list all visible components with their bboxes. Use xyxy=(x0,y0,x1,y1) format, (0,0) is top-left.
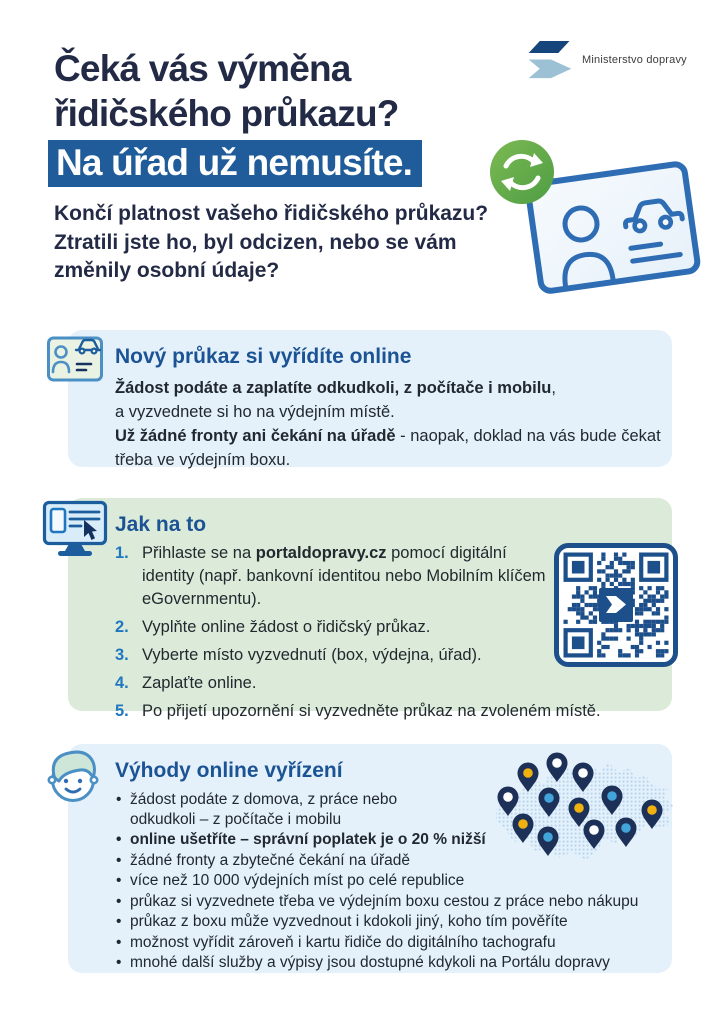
online-bold-3: Už žádné fronty ani čekání na úřadě xyxy=(115,427,396,445)
step-number: 5. xyxy=(115,702,129,720)
intro-line3: změnily osobní údaje? xyxy=(54,259,280,282)
online-rest-3: - naopak, doklad na vás bude čekat třeba ve výdejním boxu. xyxy=(115,427,661,469)
benefit-item: • mnohé další služby a výpisy jsou dostupné kdykoli na Portálu dopravy xyxy=(115,953,663,973)
section-online-heading: Nový průkaz si vyřídíte online xyxy=(115,345,412,368)
id-card-icon xyxy=(46,333,104,385)
section-online xyxy=(68,330,672,467)
section-online-body xyxy=(115,376,663,472)
online-bold-1: Žádost podáte a zaplatíte odkudkoli, z počítače i mobilu xyxy=(115,379,552,397)
intro-line1: Končí platnost vašeho řidičského průkazu? xyxy=(54,202,489,225)
refresh-icon xyxy=(490,140,554,204)
title-line1: Čeká vás výměna xyxy=(54,48,351,89)
benefit-item: • více než 10 000 výdejních míst po celé republice xyxy=(115,871,663,891)
step-text: Přihlaste se na portaldopravy.cz pomocí digitální identity (např. bankovní identitou nebo Mobilním klíčem eGovernmentu). xyxy=(142,544,546,608)
intro-text xyxy=(54,200,488,286)
face-icon xyxy=(42,745,104,807)
monitor-cursor-icon xyxy=(42,500,108,558)
brand-name: Ministerstvo dopravy xyxy=(582,54,687,66)
title-line2: řidičského průkazu? xyxy=(54,93,399,134)
step-text: Zaplaťte online. xyxy=(142,674,257,692)
step-text: Vyberte místo vyzvednutí (box, výdejna, úřad). xyxy=(142,646,482,664)
benefit-item: • žádost podáte z domova, z práce nebo odkudkoli – z počítače i mobilu xyxy=(115,790,440,829)
ministry-logo-icon xyxy=(527,41,573,79)
benefit-item: • průkaz si vyzvednete třeba ve výdejním boxu cestou z práce nebo nákupu xyxy=(115,892,663,912)
card-group xyxy=(527,163,698,292)
map-pin xyxy=(616,818,637,848)
step-number: 3. xyxy=(115,646,129,664)
step-text: Po přijetí upozornění si vyzvedněte průkaz na zvoleném místě. xyxy=(142,702,601,720)
benefit-item: • možnost vyřídit zároveň i kartu řidiče do digitálního tachografu xyxy=(115,933,663,953)
section-how-heading: Jak na to xyxy=(115,513,207,536)
intro-line2: Ztratili jste ho, byl odcizen, nebo se vám xyxy=(54,230,457,254)
section-benefits-heading: Výhody online vyřízení xyxy=(115,759,343,782)
step-item-4 xyxy=(115,672,673,695)
step-number: 1. xyxy=(115,544,129,562)
step-item-5 xyxy=(115,700,673,723)
step-number: 2. xyxy=(115,618,129,636)
brand xyxy=(527,41,687,79)
qr-code xyxy=(554,543,678,667)
benefit-item: • žádné fronty a zbytečné čekání na úřadě xyxy=(115,851,663,871)
step-text: Vyplňte online žádost o řidičský průkaz. xyxy=(142,618,431,636)
benefit-item: • průkaz z boxu může vyzvednout i kdokoli jiný, koho tím pověříte xyxy=(115,912,663,932)
czech-map-pins-illustration xyxy=(486,748,686,873)
benefit-item: • online ušetříte – správní poplatek je o 20 % nižší xyxy=(115,830,663,850)
qr-center-logo xyxy=(599,588,633,622)
online-line-2: a vyzvednete si ho na výdejním místě. xyxy=(115,403,395,421)
online-rest-1: , xyxy=(551,379,556,397)
license-card-illustration xyxy=(478,134,702,296)
step-number: 4. xyxy=(115,674,129,692)
page-title xyxy=(54,46,399,136)
title-highlight: Na úřad už nemusíte. xyxy=(48,140,422,187)
